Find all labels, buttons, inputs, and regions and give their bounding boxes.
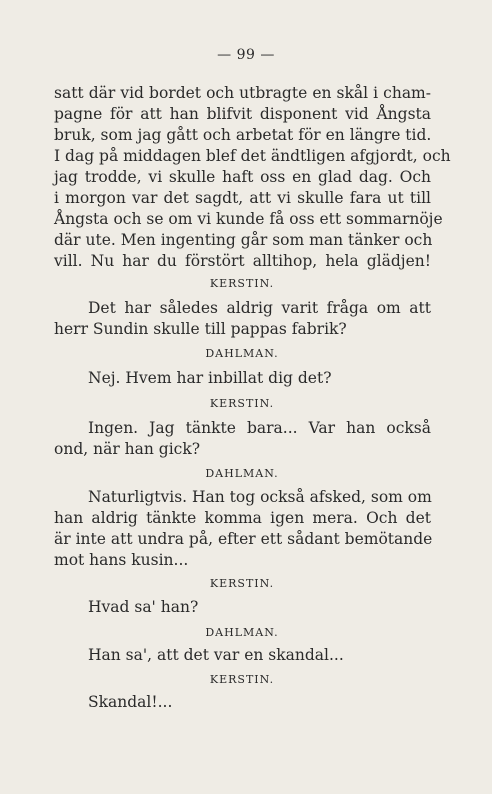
page-number: — 99 — (217, 47, 275, 63)
text-line: pagne för att han blifvit disponent vid Ångsta (54, 105, 431, 123)
speaker-name: KERSTIN. (209, 397, 275, 410)
speaker-name: DAHLMAN. (205, 467, 279, 480)
speaker-name: DAHLMAN. (205, 347, 279, 360)
text-line: är inte att undra på, efter ett sådant bemötande (54, 530, 433, 548)
text-line: där ute. Men ingenting går som man tänker och (54, 231, 433, 249)
text-line: Skandal!... (88, 693, 173, 711)
text-line: herr Sundin skulle till pappas fabrik? (54, 320, 347, 338)
text-line: Ångsta och se om vi kunde få oss ett sommarnöje (54, 210, 443, 228)
text-line: Hvad sa' han? (88, 598, 199, 616)
speaker-name: KERSTIN. (209, 673, 275, 686)
text-line: ond, när han gick? (54, 440, 201, 458)
text-line: jag trodde, vi skulle haft oss en glad dag. Och (54, 168, 431, 186)
speaker-name: KERSTIN. (209, 577, 275, 590)
text-line: Det har således aldrig varit fråga om att (88, 299, 431, 317)
text-line: mot hans kusin... (54, 551, 189, 569)
speaker-name: DAHLMAN. (205, 626, 279, 639)
text-line: Naturligtvis. Han tog också afsked, som om (88, 488, 432, 506)
speaker-name: KERSTIN. (209, 277, 275, 290)
text-line: Ingen. Jag tänkte bara... Var han också (88, 419, 431, 437)
text-line: vill. Nu har du förstört alltihop, hela glädjen! (54, 252, 431, 270)
text-line: Han sa', att det var en skandal... (88, 646, 344, 664)
text-line: I dag på middagen blef det ändtligen afgjordt, och (54, 147, 451, 165)
text-line: satt där vid bordet och utbragte en skål i cham- (54, 84, 431, 102)
text-line: bruk, som jag gått och arbetat för en längre tid. (54, 126, 432, 144)
text-line: i morgon var det sagdt, att vi skulle fara ut till (54, 189, 431, 207)
text-line: han aldrig tänkte komma igen mera. Och det (54, 509, 431, 527)
text-line: Nej. Hvem har inbillat dig det? (88, 369, 332, 387)
